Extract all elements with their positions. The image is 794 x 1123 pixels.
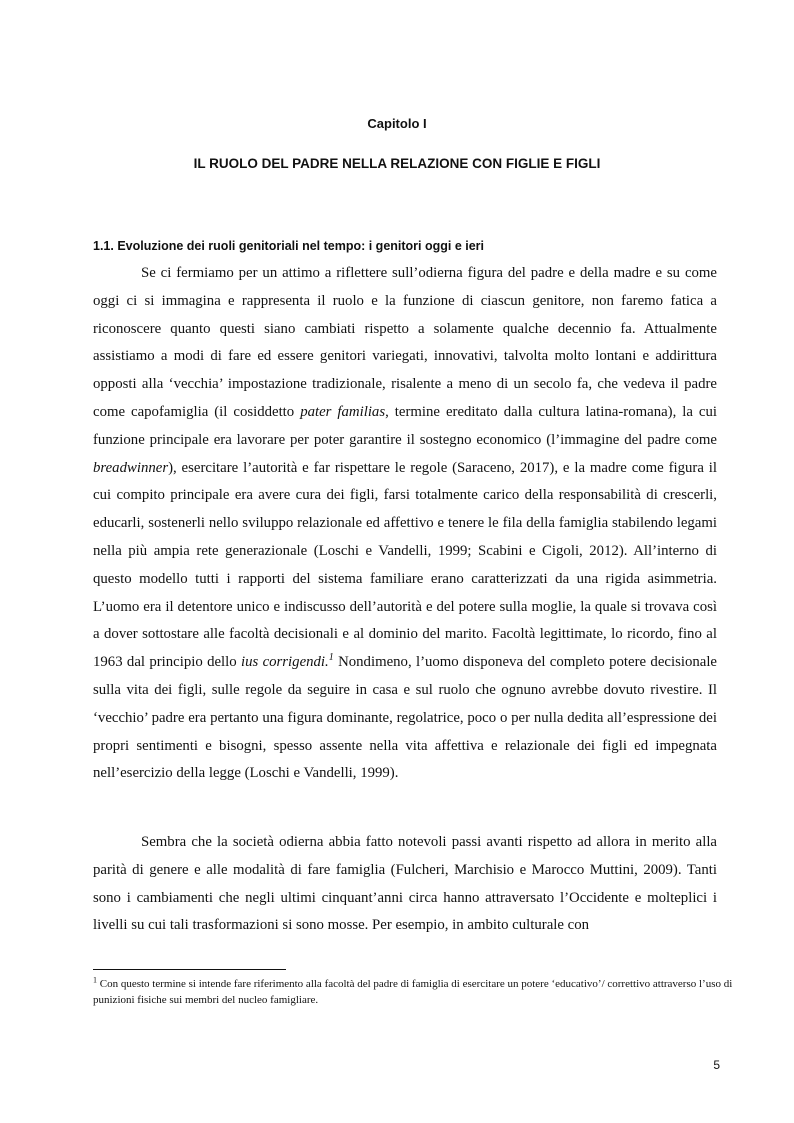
footnote-number: 1 <box>93 975 97 985</box>
paragraph-1-text-c: ), esercitare l’autorità e far rispettare le regole (Saraceno, 2017), e la madre come figura il cui compito principale era avere cura dei figli, farsi totalmente carico della responsabilità di crescerli, educarli, sostenerli nello sviluppo relazionale ed affettivo e tenere le fila della famiglia stabilendo legami nella più ampia rete generazionale (Loschi e Vandelli, 1999; Scabini e Cigoli, 2012). All’interno di questo modello tutti i rapporti del sistema familiare erano caratterizzati da una rigida asimmetria. L’uomo era il detentore unico e indiscusso dell’autorità e del potere sulla moglie, la quale si trovava così a dover sottostare alle facoltà decisionali e al dominio del marito. Facoltà legittimate, lo ricordo, fino al 1963 dal principio dello <box>93 459 717 671</box>
section-heading: 1.1. Evoluzione dei ruoli genitoriali nel tempo: i genitori oggi e ieri <box>93 239 485 253</box>
paragraph-1 <box>93 260 717 788</box>
term-ius-corrigendi: ius corrigendi <box>240 654 326 671</box>
chapter-title: IL RUOLO DEL PADRE NELLA RELAZIONE CON FIGLIE E FIGLI <box>193 156 601 171</box>
paragraph-1-text-a: Se ci fermiamo per un attimo a riflettere sull’odierna figura del padre e della madre e su come oggi ci si immagina e rappresenta il ruolo e la funzione di ciascun genitore, non faremo fatica a riconoscere quanto questi siano cambiati rispetto a solamente qualche decennio fa. Attualmente assistiamo a modi di fare ed essere genitori variegati, innovativi, talvolta molto lontani e addirittura opposti alla ‘vecchia’ impostazione tradizionale, risalente a meno di un secolo fa, che vedeva il padre come capofamiglia (il cosiddetto <box>93 265 717 420</box>
paragraph-1-text-e: Nondimeno, l’uomo disponeva del completo potere decisionale sulla vita dei figli, sulle regole da seguire in casa e sul ruolo che ognuno avrebbe dovuto rivestire. Il ‘vecchio’ padre era pertanto una figura dominante, regolatrice, poco o per nulla dedita all’espressione dei propri sentimenti e bisogni, spesso assente nella vita affettiva e relazionale dei figli ed impegnata nell’esercizio della legge (Loschi e Vandelli, 1999). <box>93 654 717 782</box>
footnote-reference[interactable]: 1 <box>328 652 334 664</box>
term-breadwinner: breadwinner <box>93 459 169 476</box>
paragraph-1-text-b: , termine ereditato dalla cultura latina-romana), la cui funzione principale era lavorare per poter garantire il sostegno economico (l’immagine del padre come <box>93 403 718 448</box>
footnote-text: Con questo termine si intende fare riferimento alla facoltà del padre di famiglia di esercitare un potere ‘educativo’/ correttivo attraverso l’uso di punizioni fisiche sui membri del nucleo famigliare. <box>93 978 733 1006</box>
chapter-label: Capitolo I <box>367 116 427 131</box>
footnote <box>93 976 733 1008</box>
term-pater-familias: pater familias <box>300 403 386 420</box>
footnote-divider <box>93 969 286 970</box>
page-number: 5 <box>713 1058 720 1072</box>
paragraph-2: Sembra che la società odierna abbia fatto notevoli passi avanti rispetto ad allora in merito alla parità di genere e alle modalità di fare famiglia (Fulcheri, Marchisio e Marocco Muttini, 2009). Tanti sono i cambiamenti che negli ultimi cinquant’anni circa hanno attraversato l’Occidente e molteplici i livelli su cui tali trasformazioni si sono mosse. Per esempio, in ambito culturale con <box>93 834 717 934</box>
paragraph-1-text-d: . <box>325 654 329 671</box>
